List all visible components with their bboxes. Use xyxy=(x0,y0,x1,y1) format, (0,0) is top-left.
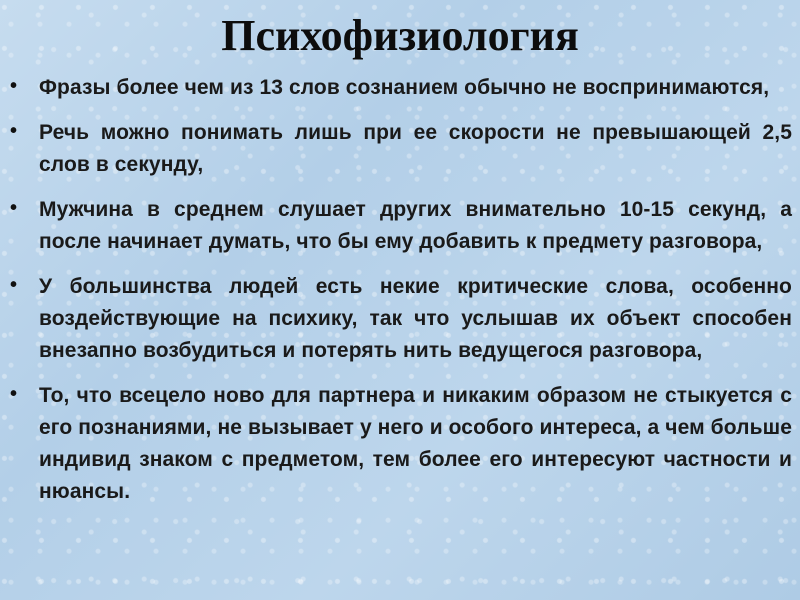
bullet-text: Мужчина в среднем слушает других внимательно 10-15 секунд, а после начинает думать, что бы ему добавить к предмету разговора, xyxy=(39,198,792,253)
bullet-dot-icon: • xyxy=(10,383,18,405)
bullet-item-5 xyxy=(0,380,800,508)
bullet-text: То, что всецело ново для партнера и никаким образом не стыкуется с его познаниями, не вызывает у него и особого интереса, а чем больше индивид знаком с предметом, тем более его интересуют частности и нюансы. xyxy=(39,384,792,503)
bullet-item-3 xyxy=(0,194,800,258)
bullet-item-1 xyxy=(0,72,800,104)
bullet-text: У большинства людей есть некие критические слова, особенно воздействующие на психику, так что услышав их объект способен внезапно возбудиться и потерять нить ведущегося разговора, xyxy=(39,275,792,362)
bullet-dot-icon: • xyxy=(10,120,18,142)
bullet-dot-icon: • xyxy=(10,274,18,296)
slide-title: Психофизиология xyxy=(221,11,579,60)
bullet-dot-icon: • xyxy=(10,75,18,97)
bullet-item-4 xyxy=(0,271,800,367)
bullet-text: Фразы более чем из 13 слов сознанием обычно не воспринимаются, xyxy=(39,76,770,99)
bullet-dot-icon: • xyxy=(10,197,18,219)
bullet-text: Речь можно понимать лишь при ее скорости не превышающей 2,5 слов в секунду, xyxy=(39,121,792,176)
bullet-list xyxy=(0,72,800,521)
bullet-item-2 xyxy=(0,117,800,181)
